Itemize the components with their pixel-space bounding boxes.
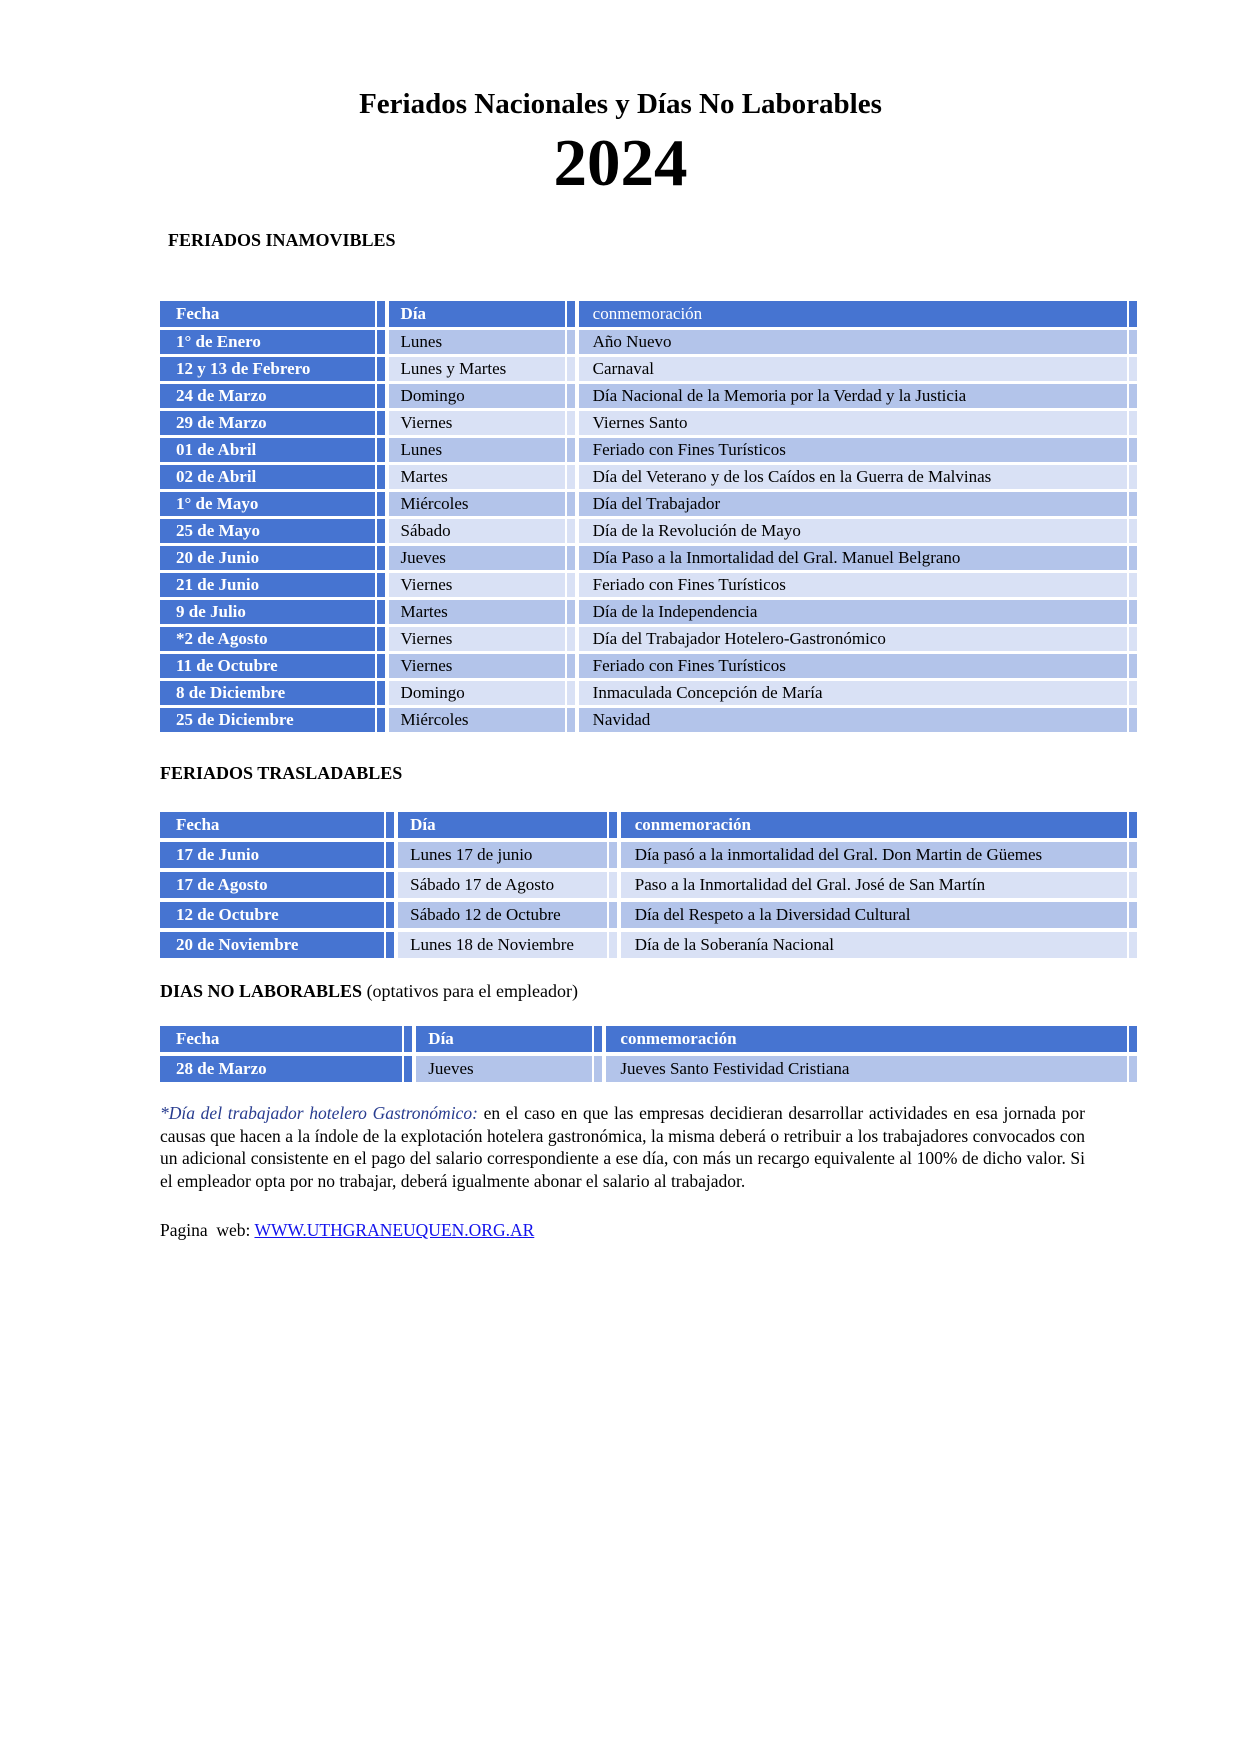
column-header: conmemoración	[579, 301, 1137, 327]
table-cell: Martes	[389, 600, 575, 624]
table-cell: Día del Trabajador Hotelero-Gastronómico	[579, 627, 1137, 651]
table-cell: Feriado con Fines Turísticos	[579, 654, 1137, 678]
table-cell: Domingo	[389, 681, 575, 705]
section-heading	[160, 980, 1241, 1002]
table-cell: 29 de Marzo	[160, 411, 385, 435]
footnote-text: en el caso en que las empresas decidieran desarrollar actividades en esa jornada por causas que hacen a la índole de la explotación hotelera gastronómica, la misma deberá o retribuir a los trabajadores convocados con un adicional consistente en el pago del salario correspondiente a ese día, con más un recargo equivalente al 100% de dicho valor. Si el empleador opta por no trabajar, deberá igualmente abonar el salario al trabajador.	[160, 1103, 1085, 1191]
footnote-lead: *Día del trabajador hotelero Gastronómico:	[160, 1103, 478, 1123]
table-cell: Carnaval	[579, 357, 1137, 381]
section-feriados-inamovibles	[0, 229, 1241, 732]
table-cell: 9 de Julio	[160, 600, 385, 624]
table-cell: Lunes y Martes	[389, 357, 575, 381]
table-row	[160, 1056, 1137, 1082]
table-row	[160, 519, 1137, 543]
table-cell: Año Nuevo	[579, 330, 1137, 354]
table-cell: Sábado 17 de Agosto	[398, 872, 617, 898]
table-row	[160, 438, 1137, 462]
section-heading	[160, 229, 1241, 251]
table-cell: Feriado con Fines Turísticos	[579, 438, 1137, 462]
table-cell: Día de la Independencia	[579, 600, 1137, 624]
table-cell: 24 de Marzo	[160, 384, 385, 408]
table-cell: Viernes	[389, 627, 575, 651]
website-link[interactable]: WWW.UTHGRANEUQUEN.ORG.AR	[254, 1220, 535, 1240]
table-cell: Día de la Revolución de Mayo	[579, 519, 1137, 543]
table-cell: 11 de Octubre	[160, 654, 385, 678]
column-header: Día	[416, 1026, 602, 1052]
document-title: Feriados Nacionales y Días No Laborables	[359, 88, 882, 120]
table-cell: Sábado	[389, 519, 575, 543]
table-cell: Domingo	[389, 384, 575, 408]
table-cell: 1° de Mayo	[160, 492, 385, 516]
table-cell: 20 de Noviembre	[160, 932, 394, 958]
table-cell: Lunes	[389, 438, 575, 462]
document-year: 2024	[553, 126, 688, 200]
section-feriados-trasladables	[0, 762, 1241, 958]
table-cell: 12 y 13 de Febrero	[160, 357, 385, 381]
table-cell: 25 de Diciembre	[160, 708, 385, 732]
table-row	[160, 411, 1137, 435]
table-row	[160, 546, 1137, 570]
table-cell: Miércoles	[389, 708, 575, 732]
section-dias-no-laborables	[0, 980, 1241, 1082]
table-cell: 21 de Junio	[160, 573, 385, 597]
table-cell: Miércoles	[389, 492, 575, 516]
table-row	[160, 708, 1137, 732]
table-row	[160, 681, 1137, 705]
table-cell: Viernes Santo	[579, 411, 1137, 435]
section-heading	[160, 762, 1241, 784]
table-row	[160, 465, 1137, 489]
table-cell: 28 de Marzo	[160, 1056, 412, 1082]
table-row	[160, 384, 1137, 408]
table-cell: Martes	[389, 465, 575, 489]
section-heading-text: FERIADOS TRASLADABLES	[160, 763, 403, 783]
table-cell: Día del Respeto a la Diversidad Cultural	[621, 902, 1137, 928]
table-cell: Jueves	[389, 546, 575, 570]
table-cell: *2 de Agosto	[160, 627, 385, 651]
table-cell: 20 de Junio	[160, 546, 385, 570]
table-cell: Lunes	[389, 330, 575, 354]
column-header: Fecha	[160, 812, 394, 838]
table-cell: 01 de Abril	[160, 438, 385, 462]
table-cell: Feriado con Fines Turísticos	[579, 573, 1137, 597]
table-header-row	[160, 301, 1137, 327]
column-header: Fecha	[160, 1026, 412, 1052]
table-cell: Día Nacional de la Memoria por la Verdad y la Justicia	[579, 384, 1137, 408]
table-cell: Jueves Santo Festividad Cristiana	[606, 1056, 1137, 1082]
table-row	[160, 872, 1137, 898]
footnote-paragraph	[160, 1102, 1085, 1192]
table-cell: 12 de Octubre	[160, 902, 394, 928]
table-row	[160, 357, 1137, 381]
column-header: conmemoración	[621, 812, 1137, 838]
table-cell: Día pasó a la inmortalidad del Gral. Don Martin de Güemes	[621, 842, 1137, 868]
table-row	[160, 330, 1137, 354]
table-cell: Sábado 12 de Octubre	[398, 902, 617, 928]
table-cell: Navidad	[579, 708, 1137, 732]
table-cell: 02 de Abril	[160, 465, 385, 489]
table-cell: Día del Trabajador	[579, 492, 1137, 516]
section-heading-suffix: (optativos para el empleador)	[362, 981, 578, 1001]
table-header-row	[160, 812, 1137, 838]
table-cell: Viernes	[389, 411, 575, 435]
table-cell: Jueves	[416, 1056, 602, 1082]
table-cell: 1° de Enero	[160, 330, 385, 354]
table-row	[160, 842, 1137, 868]
table-cell: Viernes	[389, 573, 575, 597]
table-cell: Inmaculada Concepción de María	[579, 681, 1137, 705]
table-cell: Paso a la Inmortalidad del Gral. José de San Martín	[621, 872, 1137, 898]
table-row	[160, 627, 1137, 651]
table-cell: Lunes 17 de junio	[398, 842, 617, 868]
section-heading-text: FERIADOS INAMOVIBLES	[168, 230, 396, 250]
table-row	[160, 573, 1137, 597]
column-header: Día	[398, 812, 617, 838]
column-header: Día	[389, 301, 575, 327]
website-label: Pagina web:	[160, 1220, 255, 1240]
column-header: conmemoración	[606, 1026, 1137, 1052]
table-cell: Viernes	[389, 654, 575, 678]
holidays-table-inamovibles	[160, 301, 1137, 732]
section-heading-text: DIAS NO LABORABLES	[160, 981, 363, 1001]
table-cell: Lunes 18 de Noviembre	[398, 932, 617, 958]
table-row	[160, 600, 1137, 624]
table-row	[160, 654, 1137, 678]
table-cell: 8 de Diciembre	[160, 681, 385, 705]
table-header-row	[160, 1026, 1137, 1052]
table-row	[160, 492, 1137, 516]
holidays-table-no-laborables	[160, 1026, 1137, 1082]
holidays-table-trasladables	[160, 812, 1137, 958]
table-row	[160, 932, 1137, 958]
table-cell: 17 de Junio	[160, 842, 394, 868]
table-cell: 25 de Mayo	[160, 519, 385, 543]
table-cell: Día Paso a la Inmortalidad del Gral. Manuel Belgrano	[579, 546, 1137, 570]
column-header: Fecha	[160, 301, 385, 327]
table-row	[160, 902, 1137, 928]
table-cell: Día de la Soberanía Nacional	[621, 932, 1137, 958]
website-line	[160, 1220, 1241, 1241]
table-cell: Día del Veterano y de los Caídos en la Guerra de Malvinas	[579, 465, 1137, 489]
table-cell: 17 de Agosto	[160, 872, 394, 898]
